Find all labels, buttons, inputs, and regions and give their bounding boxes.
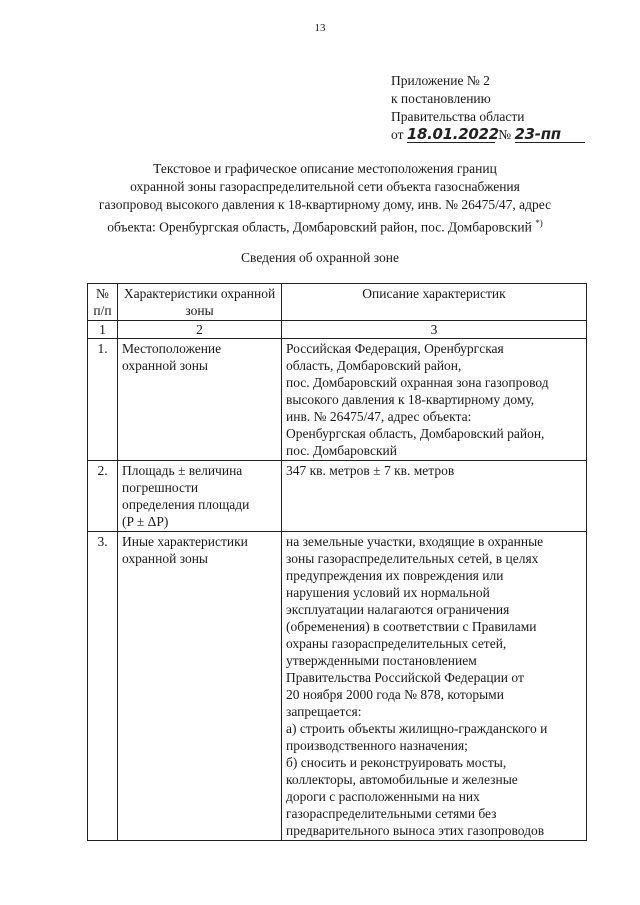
desc-line: зоны газораспределительных сетей, в целях <box>286 551 539 566</box>
desc-line: коллекторы, автомобильные и железные <box>286 772 518 787</box>
table-row <box>88 532 587 841</box>
document-title <box>60 160 590 237</box>
title-line: охранной зоны газораспределительной сети объекта газоснабжения <box>130 179 520 194</box>
name-line: погрешности <box>122 480 199 495</box>
desc-line: утвержденными постановлением <box>286 653 477 668</box>
header-characteristics: Характеристики охранной зоны <box>118 284 282 321</box>
desc-line: Оренбургская область, Домбаровский район, <box>286 426 545 441</box>
desc-line: запрещается: <box>286 704 362 719</box>
title-line: Текстовое и графическое описание местоположения границ <box>153 161 497 176</box>
table-row <box>88 461 587 532</box>
appendix-date-line <box>391 126 585 144</box>
row-characteristic: Местоположение охранной зоны <box>118 339 282 461</box>
page-number: 13 <box>314 22 326 34</box>
column-number: 1 <box>88 321 118 339</box>
header-description: Описание характеристик <box>282 284 587 321</box>
desc-line: нарушения условий их нормальной <box>286 585 490 600</box>
row-description <box>282 461 587 532</box>
row-description <box>282 339 587 461</box>
table-row <box>88 339 587 461</box>
title-line: газопровод высокого давления к 18-квартирному дому, инв. № 26475/47, адрес <box>98 197 552 212</box>
desc-line: Российская Федерация, Оренбургская <box>286 341 504 356</box>
desc-line: (обременения) в соответствии с Правилами <box>286 619 537 634</box>
column-number: 3 <box>282 321 587 339</box>
desc-line: инв. № 26475/47, адрес объекта: <box>286 409 472 424</box>
handwritten-number: 23-пп <box>515 127 585 143</box>
footnote-mark: *) <box>535 218 543 228</box>
desc-line: высокого давления к 18-квартирному дому, <box>286 392 535 407</box>
name-line: определения площади <box>122 497 250 512</box>
desc-line: пос. Домбаровский <box>286 443 397 458</box>
row-number: 3. <box>88 532 118 841</box>
row-number: 2. <box>88 461 118 532</box>
desc-line: 20 ноября 2000 года № 878, которыми <box>286 687 504 702</box>
title-line <box>60 214 590 237</box>
desc-line: пос. Домбаровский охранная зона газопровод <box>286 375 549 390</box>
desc-line: предварительного выноса этих газопроводов <box>286 823 545 838</box>
appendix-title: Приложение № 2 <box>391 73 490 88</box>
date-prefix: от <box>391 127 404 142</box>
desc-line: область, Домбаровский район, <box>286 358 462 373</box>
column-number-row <box>88 321 587 339</box>
appendix-authority: Правительства области <box>391 109 525 124</box>
row-characteristic <box>118 461 282 532</box>
desc-line: охраны газораспределительных сетей, <box>286 636 507 651</box>
header-number: № п/п <box>88 284 118 321</box>
title-line-text: объекта: Оренбургская область, Домбаровский район, пос. Домбаровский <box>107 219 532 235</box>
section-subtitle: Сведения об охранной зоне <box>241 250 399 265</box>
row-characteristic: Иные характеристики охранной зоны <box>118 532 282 841</box>
desc-line: Правительства Российской Федерации от <box>286 670 524 685</box>
handwritten-date: 18.01.2022 <box>406 125 499 143</box>
desc-line: газораспределительными сетями без <box>286 806 497 821</box>
appendix-reference: к постановлению <box>391 91 491 106</box>
desc-line: б) сносить и реконструировать мосты, <box>286 755 507 770</box>
appendix-block <box>391 72 585 144</box>
desc-line: эксплуатации налагаются ограничения <box>286 602 510 617</box>
desc-line: 347 кв. метров ± 7 кв. метров <box>286 463 455 478</box>
table-header-row <box>88 284 587 321</box>
desc-line: на земельные участки, входящие в охранные <box>286 534 544 549</box>
number-prefix: № <box>498 127 512 142</box>
row-number: 1. <box>88 339 118 461</box>
desc-line: производственного назначения; <box>286 738 468 753</box>
column-number: 2 <box>118 321 282 339</box>
desc-line: а) строить объекты жилищно-гражданского и <box>286 721 548 736</box>
desc-line: дороги с расположенными на них <box>286 789 480 804</box>
row-description <box>282 532 587 841</box>
protected-zone-table <box>87 283 587 841</box>
name-line: Площадь ± величина <box>122 463 243 478</box>
name-line: (P ± ΔP) <box>122 514 169 529</box>
desc-line: предупреждения их повреждения или <box>286 568 504 583</box>
